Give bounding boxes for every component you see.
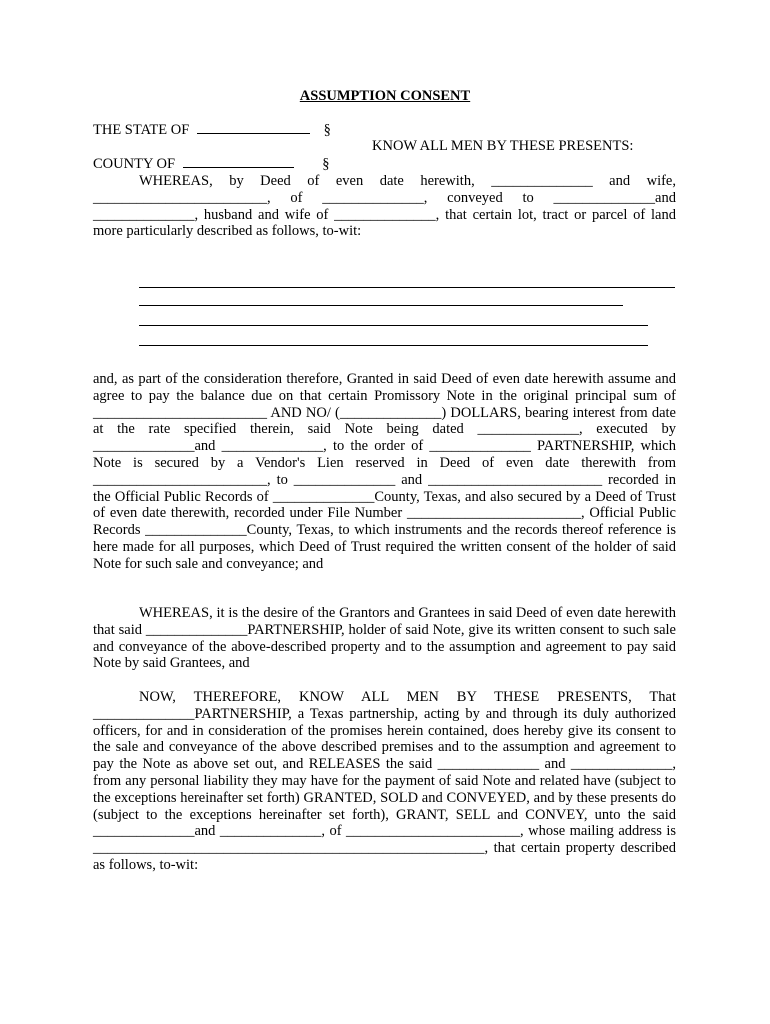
- whereas-paragraph-1: WHEREAS, by Deed of even date herewith, ______________ and wife, ________________________, of ______________, conveyed to ______________and ______________, husband and wife of ______________, that certain lot, tract or parcel of land more particularly described as follows, to-wit:: [93, 173, 676, 240]
- now-therefore-paragraph: NOW, THEREFORE, KNOW ALL MEN BY THESE PRESENTS, That ______________PARTNERSHIP, a Texas partnership, acting by and through its duly authorized officers, for and in consideration of the promises herein contained, does hereby give its consent to the sale and conveyance of the above described premises and to the assumption and agreement to pay the Note as above set out, and RELEASES the said ______________ and ______________, from any personal liability they may have for the payment of said Note and related have (subject to the exceptions hereinafter set forth) GRANTED, SOLD and CONVEYED, and by these presents do (subject to the exceptions hereinafter set forth), GRANT, SELL and CONVEY, unto the said ______________and ______________, of ________________________, whose mailing address is ______________________________________________________, that certain property described as follows, to-wit:: [93, 689, 676, 873]
- section-symbol-county: §: [322, 156, 330, 172]
- legal-description-line: [139, 345, 648, 346]
- legal-description-line: [139, 287, 675, 288]
- document-title: ASSUMPTION CONSENT: [299, 88, 471, 104]
- state-line: [93, 121, 331, 139]
- legal-description-lines: [139, 280, 679, 350]
- whereas-paragraph-2: WHEREAS, it is the desire of the Grantors and Grantees in said Deed of even date herewith that said ______________PARTNERSHIP, holder of said Note, give its written consent to such sale and conveyance of the above-described property and to the assumption and agreement to pay said Note by said Grantees, and: [93, 605, 676, 672]
- county-label: COUNTY OF: [93, 156, 176, 172]
- county-blank: [183, 155, 294, 168]
- state-blank: [197, 121, 310, 134]
- know-all-heading: KNOW ALL MEN BY THESE PRESENTS:: [372, 138, 634, 154]
- legal-description-line: [139, 305, 623, 306]
- county-line: [93, 155, 330, 173]
- state-label: THE STATE OF: [93, 122, 190, 138]
- legal-description-line: [139, 325, 648, 326]
- section-symbol-state: §: [323, 122, 331, 138]
- consideration-paragraph: and, as part of the consideration therefore, Granted in said Deed of even date herewith assume and agree to pay the balance due on that certain Promissory Note in the original principal sum of ________________________ AND NO/ (______________) DOLLARS, bearing interest from date at the rate specified therein, said Note being dated ______________, executed by ______________and ______________, to the order of ______________ PARTNERSHIP, which Note is secured by a Vendor's Lien reserved in Deed of even date therewith from ________________________, to ______________ and ________________________ recorded in the Official Public Records of ______________County, Texas, and also secured by a Deed of Trust of even date therewith, recorded under File Number ________________________, Official Public Records ______________County, Texas, to which instruments and the records thereof reference is here made for all purposes, which Deed of Trust required the written consent of the holder of said Note for such sale and conveyance; and: [93, 371, 676, 572]
